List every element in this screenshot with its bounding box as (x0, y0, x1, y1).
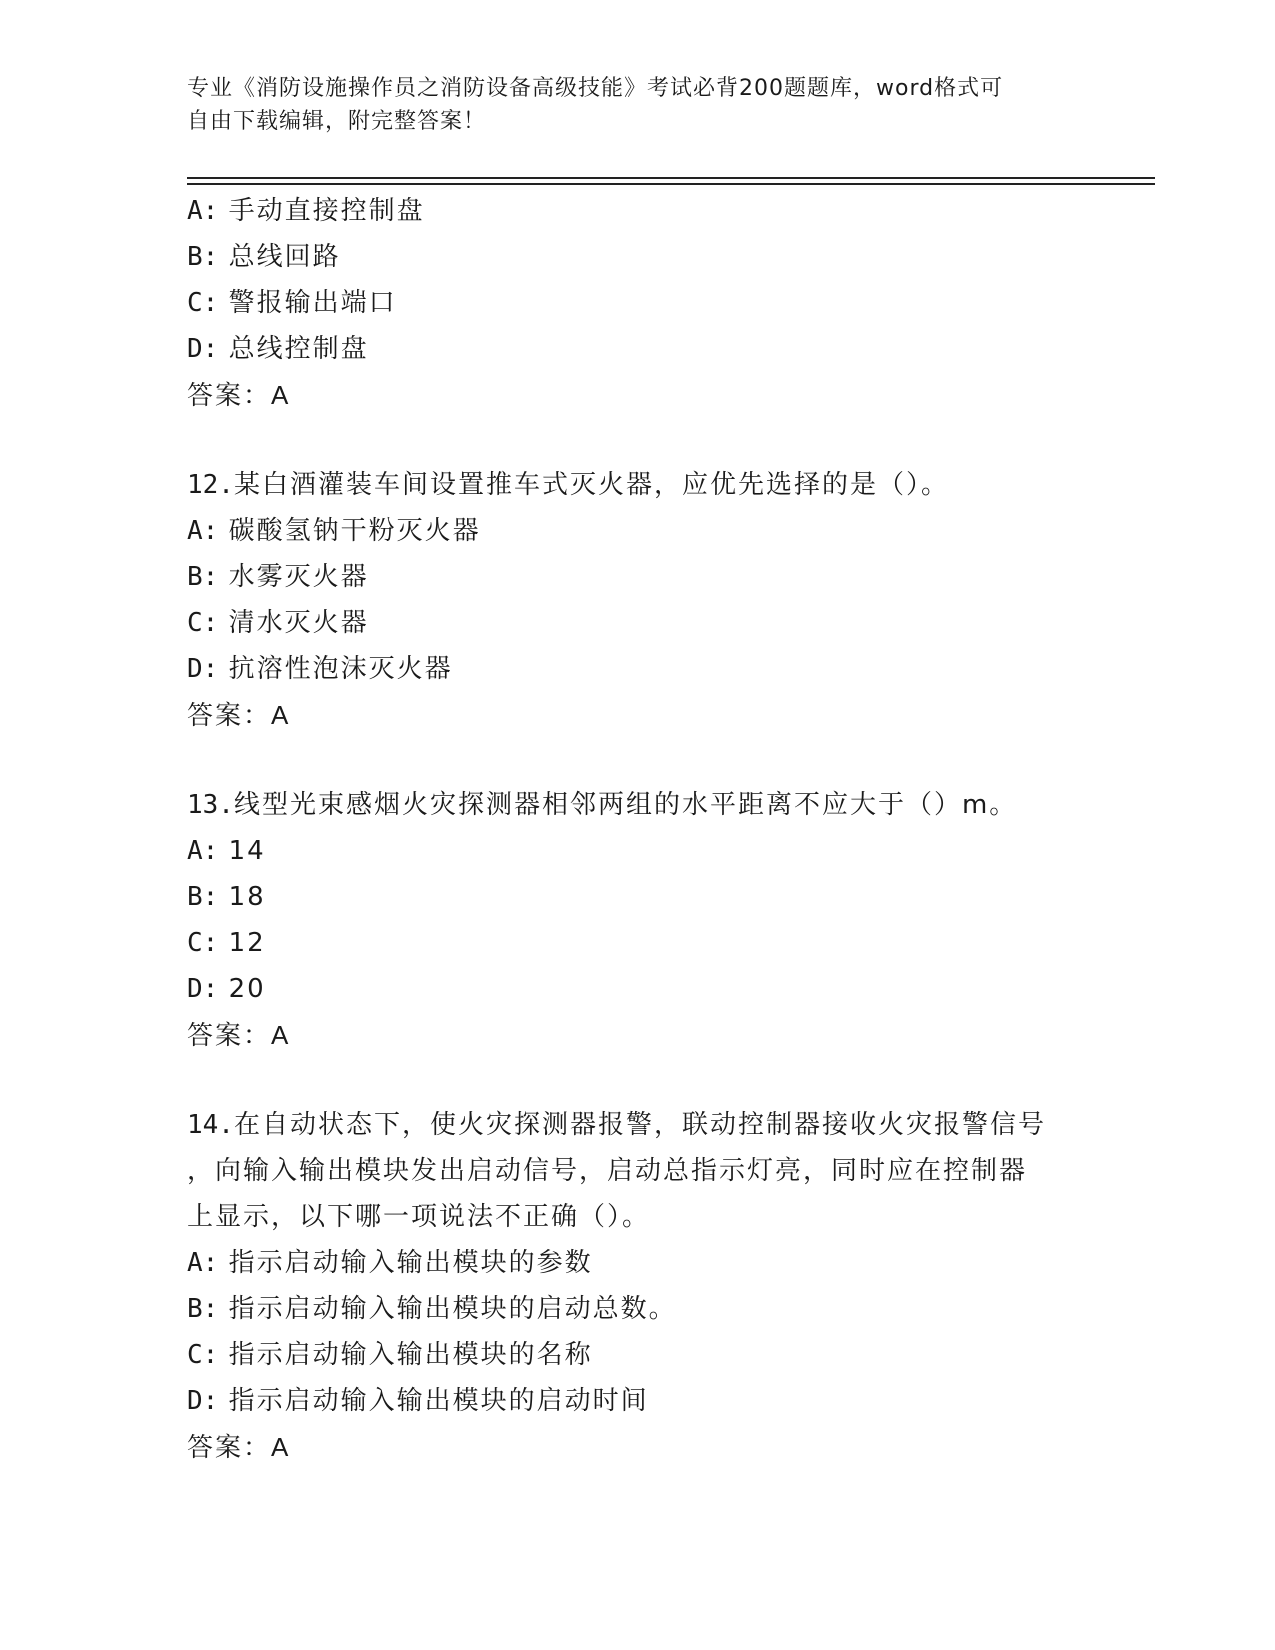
question-12 (187, 462, 1147, 738)
question-stem: 14.在自动状态下，使火灾探测器报警，联动控制器接收火灾报警信号 (187, 1110, 1046, 1140)
header-line-2: 自由下载编辑，附完整答案！ (187, 109, 487, 134)
option-b: B: 总线回路 (187, 242, 341, 272)
question-list (187, 188, 1147, 1470)
question-stem-continued: 上显示，以下哪一项说法不正确（）。 (187, 1202, 651, 1232)
answer: 答案：A (187, 1020, 291, 1050)
question-11 (187, 188, 1147, 418)
option-d: D: 抗溶性泡沫灭火器 (187, 654, 453, 684)
answer: 答案：A (187, 380, 291, 410)
option-a: A: 碳酸氢钠干粉灭火器 (187, 516, 481, 546)
header-divider-top (187, 177, 1155, 179)
option-d: D: 总线控制盘 (187, 334, 369, 364)
header-line-1: 专业《消防设施操作员之消防设备高级技能》考试必背200题题库，word格式可 (187, 76, 1004, 101)
header-divider-bottom (187, 183, 1155, 185)
option-a: A: 手动直接控制盘 (187, 196, 425, 226)
option-c: C: 指示启动输入输出模块的名称 (187, 1340, 593, 1370)
answer: 答案：A (187, 700, 291, 730)
question-13 (187, 782, 1147, 1058)
option-b: B: 水雾灭火器 (187, 562, 369, 592)
option-a: A: 14 (187, 836, 266, 866)
question-14 (187, 1102, 1147, 1470)
question-stem: 12.某白酒灌装车间设置推车式灭火器，应优先选择的是（）。 (187, 470, 949, 500)
option-a: A: 指示启动输入输出模块的参数 (187, 1248, 593, 1278)
option-d: D: 20 (187, 974, 266, 1004)
question-stem-continued: ，向输入输出模块发出启动信号，启动总指示灯亮，同时应在控制器 (187, 1156, 1028, 1186)
answer: 答案：A (187, 1432, 291, 1462)
option-c: C: 清水灭火器 (187, 608, 369, 638)
document-header (187, 72, 1087, 138)
option-b: B: 指示启动输入输出模块的启动总数。 (187, 1294, 677, 1324)
option-c: C: 12 (187, 928, 266, 958)
option-c: C: 警报输出端口 (187, 288, 397, 318)
question-stem: 13.线型光束感烟火灾探测器相邻两组的水平距离不应大于（）m。 (187, 790, 1018, 820)
option-d: D: 指示启动输入输出模块的启动时间 (187, 1386, 649, 1416)
option-b: B: 18 (187, 882, 266, 912)
